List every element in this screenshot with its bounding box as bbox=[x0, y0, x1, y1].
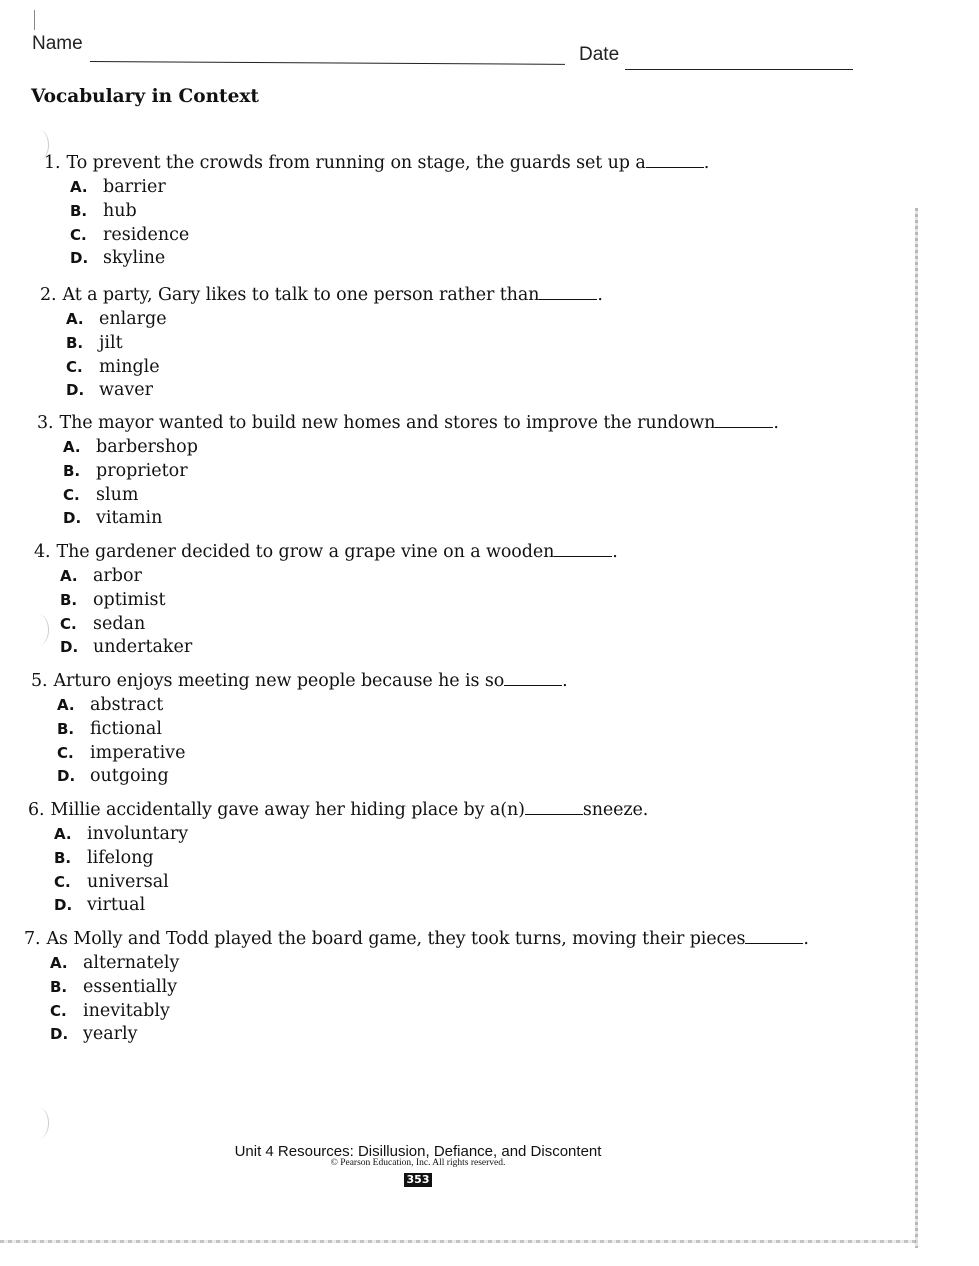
choice-text: slum bbox=[96, 484, 139, 505]
choice-text: jilt bbox=[99, 332, 123, 353]
question-stem bbox=[31, 670, 851, 692]
choice-text: barrier bbox=[103, 177, 166, 197]
choice-list bbox=[60, 565, 854, 660]
choice-text: vitamin bbox=[96, 508, 163, 529]
answer-choice[interactable] bbox=[63, 507, 857, 531]
question-stem bbox=[34, 541, 854, 563]
question-item bbox=[44, 152, 864, 271]
answer-choice[interactable] bbox=[57, 718, 851, 742]
answer-choice[interactable] bbox=[60, 565, 854, 589]
answer-choice[interactable] bbox=[54, 871, 848, 895]
choice-letter: D. bbox=[70, 249, 89, 268]
choice-letter: B. bbox=[70, 201, 88, 220]
answer-choice[interactable] bbox=[60, 636, 854, 660]
choice-text: sedan bbox=[93, 613, 146, 634]
answer-blank[interactable] bbox=[504, 671, 562, 686]
answer-choice[interactable] bbox=[57, 742, 851, 766]
choice-letter: A. bbox=[50, 954, 68, 972]
answer-blank[interactable] bbox=[646, 153, 704, 168]
question-ending: . bbox=[562, 671, 568, 691]
choice-text: optimist bbox=[93, 589, 166, 610]
scan-edge-bottom bbox=[0, 1240, 918, 1243]
choice-text: undertaker bbox=[93, 637, 193, 658]
choice-letter: C. bbox=[54, 872, 71, 891]
choice-text: residence bbox=[103, 224, 190, 245]
answer-choice[interactable] bbox=[70, 224, 864, 248]
question-number: 3. bbox=[37, 413, 54, 433]
question-ending: . bbox=[597, 285, 603, 305]
question-stem bbox=[44, 152, 864, 174]
question-item bbox=[28, 799, 848, 918]
choice-text: waver bbox=[99, 380, 154, 401]
footer-resource-line: Unit 4 Resources: Disillusion, Defiance, and Discontent bbox=[234, 1143, 602, 1160]
answer-choice[interactable] bbox=[54, 894, 848, 918]
choice-list bbox=[70, 176, 864, 271]
choice-letter: A. bbox=[63, 438, 81, 456]
scan-mark bbox=[34, 10, 35, 30]
choice-text: lifelong bbox=[87, 847, 154, 868]
answer-blank[interactable] bbox=[554, 542, 612, 557]
question-text: The mayor wanted to build new homes and stores to improve the rundown bbox=[59, 413, 716, 433]
punch-hole-mark bbox=[30, 1108, 49, 1138]
question-ending: . bbox=[703, 153, 710, 173]
choice-letter: D. bbox=[50, 1025, 69, 1044]
question-stem bbox=[24, 928, 844, 950]
footer bbox=[218, 1143, 618, 1187]
answer-blank[interactable] bbox=[539, 285, 597, 300]
choice-text: hub bbox=[103, 200, 137, 221]
choice-letter: D. bbox=[66, 381, 85, 400]
question-stem bbox=[40, 284, 860, 306]
answer-choice[interactable] bbox=[63, 484, 857, 508]
choice-text: arbor bbox=[93, 566, 142, 586]
choice-text: proprietor bbox=[96, 460, 188, 481]
answer-blank[interactable] bbox=[525, 800, 583, 815]
answer-choice[interactable] bbox=[57, 765, 851, 789]
choice-letter: B. bbox=[54, 848, 72, 867]
choice-text: yearly bbox=[83, 1024, 138, 1045]
choice-text: fictional bbox=[90, 718, 162, 739]
choice-letter: C. bbox=[60, 614, 77, 633]
choice-text: imperative bbox=[90, 742, 186, 763]
choice-letter: A. bbox=[57, 696, 75, 714]
question-number: 5. bbox=[31, 671, 48, 691]
page-title: Vocabulary in Context bbox=[31, 86, 259, 107]
choice-letter: C. bbox=[57, 743, 74, 762]
question-number: 7. bbox=[24, 929, 41, 949]
question-item bbox=[37, 412, 857, 531]
question-text: As Molly and Todd played the board game, they took turns, moving their pieces bbox=[46, 929, 746, 949]
choice-letter: D. bbox=[60, 638, 79, 657]
choice-letter: C. bbox=[50, 1001, 67, 1020]
choice-text: enlarge bbox=[99, 309, 167, 329]
answer-choice[interactable] bbox=[66, 379, 860, 403]
question-text: The gardener decided to grow a grape vine on a wooden bbox=[56, 542, 555, 562]
choice-letter: B. bbox=[60, 590, 78, 609]
choice-text: skyline bbox=[103, 248, 166, 269]
question-item bbox=[40, 284, 860, 403]
answer-choice[interactable] bbox=[70, 247, 864, 271]
answer-choice[interactable] bbox=[60, 589, 854, 613]
choice-text: inevitably bbox=[83, 1000, 170, 1021]
date-label: Date bbox=[579, 44, 620, 65]
choice-letter: B. bbox=[50, 977, 68, 996]
question-number: 4. bbox=[34, 542, 51, 562]
choice-text: outgoing bbox=[90, 766, 169, 787]
choice-letter: B. bbox=[63, 461, 81, 480]
choice-text: universal bbox=[87, 871, 169, 892]
choice-letter: D. bbox=[57, 767, 76, 786]
question-number: 6. bbox=[28, 800, 45, 820]
question-text: To prevent the crowds from running on stage, the guards set up a bbox=[66, 153, 646, 173]
question-item bbox=[34, 541, 854, 660]
answer-blank[interactable] bbox=[715, 413, 773, 428]
answer-choice[interactable] bbox=[66, 308, 860, 332]
answer-choice[interactable] bbox=[50, 952, 844, 976]
answer-choice[interactable] bbox=[66, 356, 860, 380]
choice-letter: D. bbox=[54, 896, 73, 915]
choice-letter: B. bbox=[66, 333, 84, 352]
question-text: Arturo enjoys meeting new people because he is so bbox=[53, 671, 505, 691]
answer-choice[interactable] bbox=[50, 1000, 844, 1024]
question-ending: . bbox=[773, 413, 779, 433]
question-ending: . bbox=[803, 929, 809, 949]
answer-choice[interactable] bbox=[54, 847, 848, 871]
choice-text: essentially bbox=[83, 976, 178, 997]
scan-edge-right bbox=[915, 208, 918, 1248]
question-text: At a party, Gary likes to talk to one person rather than bbox=[62, 285, 540, 305]
answer-choice[interactable] bbox=[57, 694, 851, 718]
question-ending: sneeze. bbox=[582, 800, 649, 820]
choice-text: abstract bbox=[90, 695, 164, 715]
question-number: 1. bbox=[44, 153, 61, 173]
name-field[interactable] bbox=[90, 61, 565, 65]
question-ending: . bbox=[612, 542, 618, 562]
answer-choice[interactable] bbox=[54, 823, 848, 847]
choice-list bbox=[57, 694, 851, 789]
choice-letter: B. bbox=[57, 719, 75, 738]
answer-choice[interactable] bbox=[50, 1023, 844, 1047]
choice-text: involuntary bbox=[87, 824, 189, 844]
name-label: Name bbox=[32, 33, 83, 54]
punch-hole-mark bbox=[30, 615, 49, 645]
question-item bbox=[31, 670, 851, 789]
answer-choice[interactable] bbox=[50, 976, 844, 1000]
choice-letter: D. bbox=[63, 509, 82, 528]
question-item bbox=[24, 928, 844, 1047]
question-number: 2. bbox=[40, 285, 57, 305]
answer-choice[interactable] bbox=[63, 460, 857, 484]
choice-letter: A. bbox=[54, 825, 72, 843]
page-number: 353 bbox=[404, 1173, 433, 1187]
date-field[interactable] bbox=[625, 69, 853, 70]
choice-letter: A. bbox=[60, 567, 78, 585]
choice-text: barbershop bbox=[96, 437, 198, 457]
choice-list bbox=[54, 823, 848, 918]
choice-letter: C. bbox=[70, 225, 87, 244]
question-stem bbox=[37, 412, 857, 434]
choice-letter: A. bbox=[66, 310, 84, 328]
answer-choice[interactable] bbox=[63, 436, 857, 460]
answer-choice[interactable] bbox=[70, 176, 864, 200]
choice-list bbox=[63, 436, 857, 531]
name-date-row bbox=[32, 30, 862, 70]
question-text: Millie accidentally gave away her hiding place by a(n) bbox=[50, 800, 525, 820]
punch-hole-mark bbox=[30, 130, 49, 160]
answer-blank[interactable] bbox=[745, 929, 803, 944]
answer-choice[interactable] bbox=[70, 200, 864, 224]
choice-list bbox=[66, 308, 860, 403]
choice-text: mingle bbox=[99, 356, 160, 377]
choice-list bbox=[50, 952, 844, 1047]
choice-letter: C. bbox=[66, 357, 83, 376]
footer-copyright: © Pearson Education, Inc. All rights reserved. bbox=[330, 1158, 506, 1168]
question-stem bbox=[28, 799, 848, 821]
choice-text: virtual bbox=[87, 895, 146, 916]
choice-letter: A. bbox=[70, 178, 88, 196]
choice-letter: C. bbox=[63, 485, 80, 504]
answer-choice[interactable] bbox=[66, 332, 860, 356]
choice-text: alternately bbox=[83, 953, 180, 973]
answer-choice[interactable] bbox=[60, 613, 854, 637]
